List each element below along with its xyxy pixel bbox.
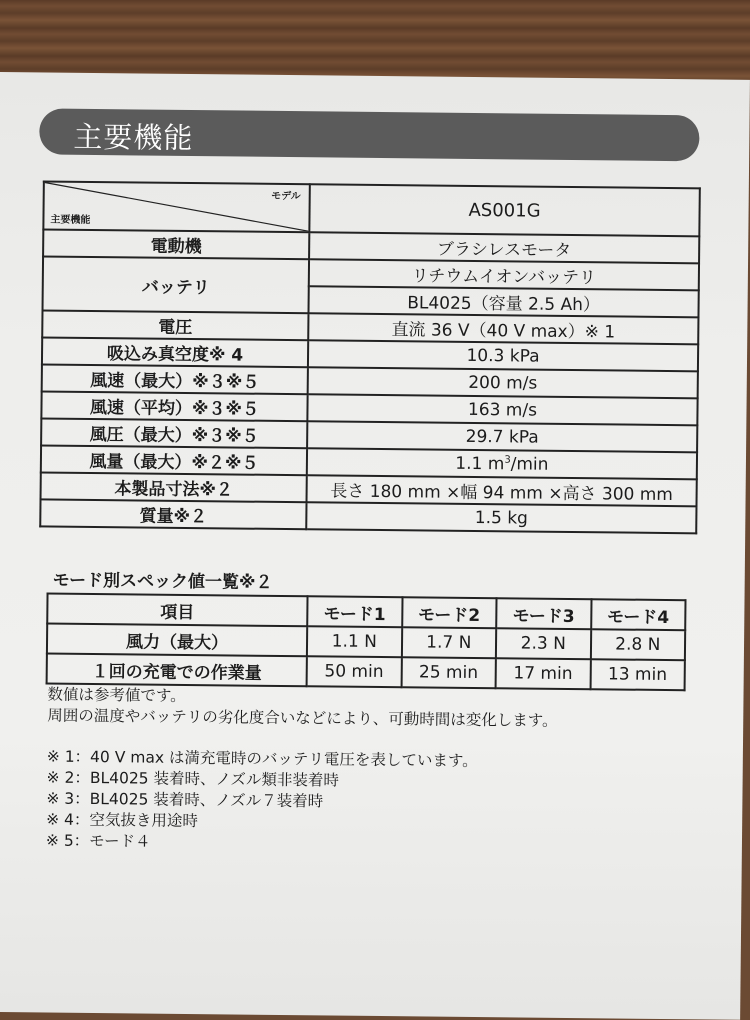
notes-block: [46, 685, 558, 857]
spec-value: 29.7 kPa: [307, 421, 697, 452]
spec-value-airflow: [307, 448, 697, 479]
mode-cell: 1.1 N: [307, 626, 402, 657]
spec-value: 10.3 kPa: [308, 340, 698, 371]
mode-header-mode1: モード1: [307, 596, 402, 627]
mode-header-item: 項目: [47, 594, 307, 627]
spec-label: 本製品寸法※２: [41, 472, 307, 502]
note-line: 周囲の温度やバッテリの劣化度合いなどにより、可動時間は変化します。: [47, 706, 558, 730]
spec-header-row: [43, 181, 699, 236]
spec-value: ブラシレスモータ: [309, 232, 699, 263]
spec-value: 163 m/s: [307, 394, 697, 425]
mode-row-label: 風力（最大）: [47, 624, 307, 657]
mode-cell: 2.3 N: [496, 628, 591, 659]
spec-row: [43, 256, 699, 290]
spec-row: [40, 499, 696, 533]
note-line: 数値は参考値です。: [47, 685, 186, 705]
mode-header-mode2: モード2: [402, 597, 497, 628]
spec-value: リチウムイオンバッテリ: [309, 259, 699, 290]
section-banner: [39, 108, 699, 161]
mode-header-mode4: モード4: [591, 599, 686, 630]
footnote: ※ 5：モード４: [45, 831, 151, 851]
spec-header-corner: [43, 181, 309, 232]
spec-label: 風圧（最大）※３※５: [41, 418, 307, 448]
mode-cell: 17 min: [496, 658, 591, 689]
header-model-label: モデル: [271, 190, 301, 203]
mode-row-label: １回の充電での作業量: [47, 654, 307, 687]
mode-cell: 1.7 N: [401, 627, 496, 658]
footnote: ※ 2：BL4025 装着時、ノズル類非装着時: [46, 768, 340, 790]
spec-label: 風速（最大）※３※５: [42, 364, 308, 394]
spec-value: BL4025（容量 2.5 Ah）: [308, 286, 698, 317]
spec-label: バッテリ: [43, 256, 310, 313]
footnote: ※ 1：40 V max は満充電時のバッテリ電圧を表しています。: [46, 747, 478, 771]
mode-cell: 25 min: [401, 657, 496, 688]
spec-value: 長さ 180 mm ×幅 94 mm ×高さ 300 mm: [307, 475, 697, 506]
mode-cell: 2.8 N: [590, 629, 685, 660]
spec-label: 電動機: [43, 229, 309, 259]
manual-page: [0, 72, 750, 1020]
spec-label: 質量※２: [40, 499, 306, 529]
header-function-label: 主要機能: [50, 214, 91, 226]
mode-cell: 13 min: [590, 659, 685, 690]
spec-value: 直流 36 V（40 V max）※ 1: [308, 313, 698, 344]
mode-table: [46, 593, 687, 692]
spec-value: 1.5 kg: [306, 502, 696, 533]
spec-value: 200 m/s: [308, 367, 698, 398]
footnote: ※ 3：BL4025 装着時、ノズル７装着時: [46, 789, 324, 811]
section-title: 主要機能: [73, 119, 194, 156]
spec-label: 電圧: [42, 310, 308, 340]
model-name: AS001G: [309, 184, 699, 236]
spec-label: 吸込み真空度※ 4: [42, 337, 308, 367]
airflow-unit: /min: [510, 453, 549, 475]
spec-label: 風量（最大）※２※５: [41, 445, 307, 475]
mode-section-title: モード別スペック値一覧※２: [52, 570, 273, 593]
spec-label: 風速（平均）※３※５: [41, 391, 307, 421]
mode-cell: 50 min: [307, 656, 402, 687]
spec-table: [39, 180, 701, 534]
footnote: ※ 4：空気抜き用途時: [46, 810, 199, 831]
airflow-value: 1.1 m: [455, 453, 505, 474]
mode-header-mode3: モード3: [496, 598, 591, 629]
airflow-superscript: 3: [504, 454, 511, 466]
